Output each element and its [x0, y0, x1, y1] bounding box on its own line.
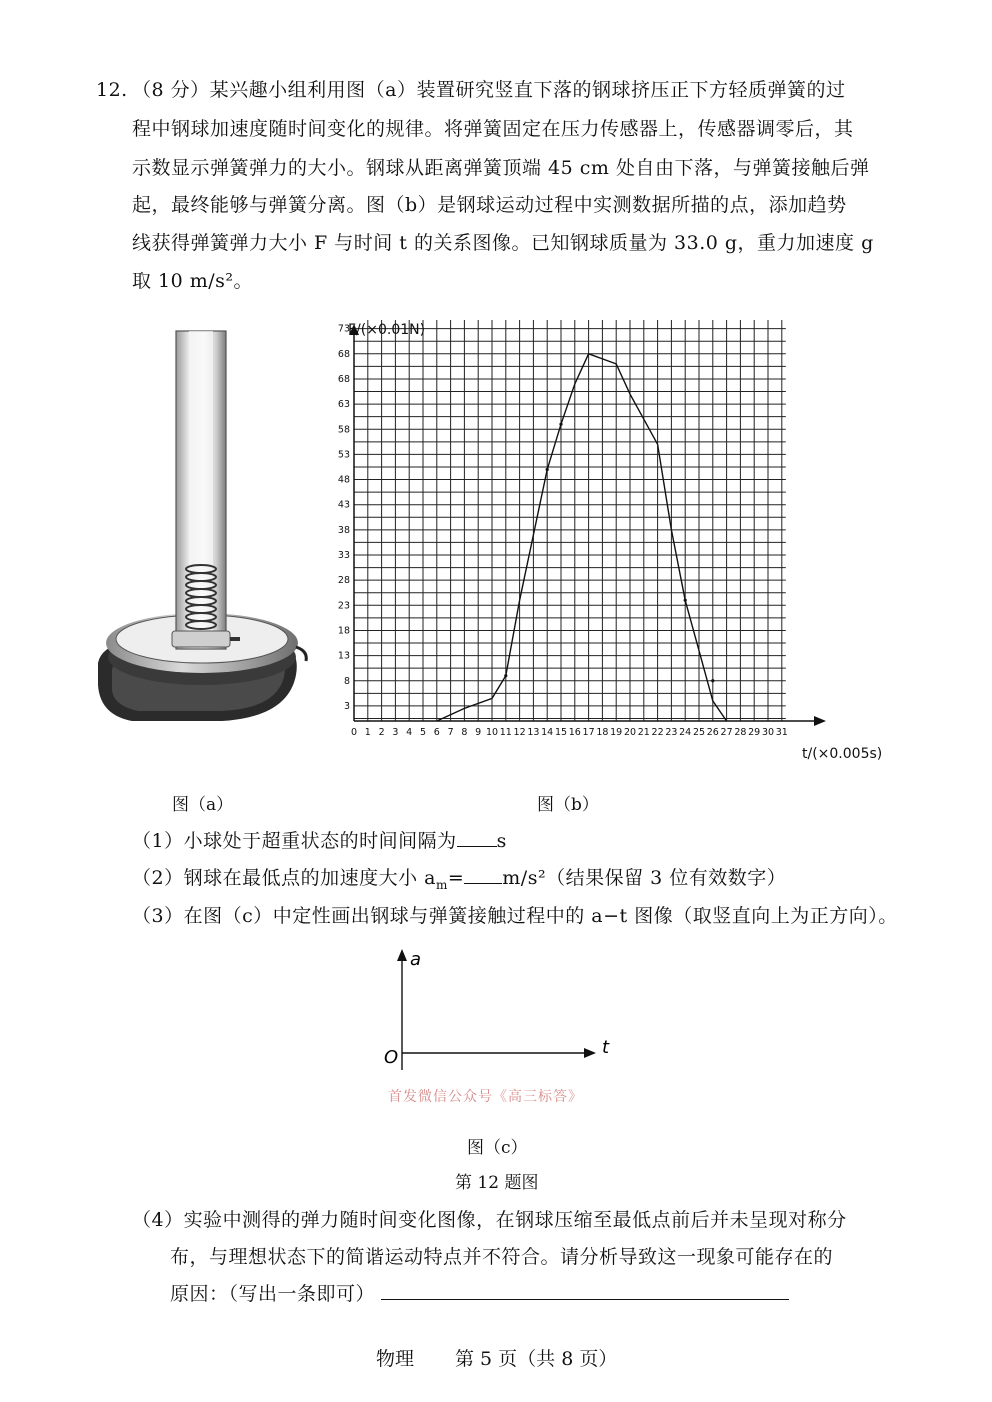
y-tick-label: 18	[337, 625, 350, 637]
answer-blank-1[interactable]	[457, 846, 497, 847]
y-tick-label: 43	[337, 499, 350, 511]
y-tick-label: 53	[337, 449, 350, 461]
x-axis-arrow-icon	[814, 716, 826, 726]
y-tick-label: 58	[337, 424, 350, 436]
graph-c-x-label: t	[602, 1037, 610, 1058]
acceleration-time-axes	[380, 945, 620, 1075]
y-tick-label: 33	[337, 550, 350, 562]
x-tick-label: 9	[475, 727, 482, 738]
question-line-2: 程中钢球加速度随时间变化的规律。将弹簧固定在压力传感器上，传感器调零后，其	[132, 118, 854, 140]
x-axis-label: t/(×0.005s)	[802, 746, 883, 760]
y-tick-label: 13	[337, 650, 350, 662]
data-point	[546, 468, 549, 471]
x-tick-label: 4	[406, 727, 413, 738]
data-point	[559, 423, 562, 426]
x-tick-label: 29	[748, 727, 761, 738]
answer-blank-2[interactable]	[464, 883, 502, 884]
x-tick-label: 24	[679, 727, 692, 738]
data-point	[684, 599, 687, 602]
sub-question-1-text: （1）小球处于超重状态的时间间隔为	[132, 830, 457, 852]
graph-c-y-label: a	[410, 949, 422, 970]
x-tick-label: 26	[706, 727, 719, 738]
x-tick-label: 2	[378, 727, 385, 738]
figure-c-caption: 图（c）	[467, 1138, 528, 1158]
x-tick-label: 18	[596, 727, 609, 738]
question-line-3: 示数显示弹簧弹力的大小。钢球从距离弹簧顶端 45 cm 处自由下落，与弹簧接触后弹	[132, 157, 870, 179]
footer-subject: 物理	[376, 1348, 415, 1370]
sub-question-3: （3）在图（c）中定性画出钢球与弹簧接触过程中的 a−t 图像（取竖直向上为正方向）。	[132, 905, 898, 927]
sub-question-2-subscript: m	[435, 877, 448, 892]
y-tick-label: 3	[343, 700, 350, 712]
y-tick-label: 68	[337, 348, 350, 360]
x-tick-label: 27	[720, 727, 733, 738]
y-tick-label: 68	[337, 373, 350, 385]
x-tick-label: 11	[499, 727, 512, 738]
graph-c-origin-label: O	[384, 1047, 399, 1068]
x-tick-label: 16	[568, 727, 581, 738]
question-line-4: 起，最终能够与弹簧分离。图（b）是钢球运动过程中实测数据所描的点，添加趋势	[132, 194, 847, 216]
y-tick-label: 28	[337, 575, 350, 587]
x-tick-label: 23	[665, 727, 678, 738]
sub-question-1	[132, 829, 507, 853]
y-axis-label: F/(×0.01N)	[348, 322, 426, 338]
question-line-5: 线获得弹簧弹力大小 F 与时间 t 的关系图像。已知钢球质量为 33.0 g，重力加速度 g	[132, 232, 874, 254]
x-tick-label: 31	[775, 727, 788, 738]
x-tick-label: 12	[513, 727, 526, 738]
data-point	[504, 674, 507, 677]
x-tick-label: 22	[651, 727, 664, 738]
x-tick-label: 0	[350, 727, 358, 738]
figure-main-caption: 第 12 题图	[455, 1173, 539, 1193]
x-tick-label: 8	[461, 727, 468, 738]
x-tick-label: 19	[610, 727, 623, 738]
x-tick-label: 28	[734, 727, 747, 738]
sub-question-4-line-3-text: 原因：（写出一条即可）	[170, 1283, 376, 1305]
y-axis-arrow-icon	[397, 949, 407, 961]
x-tick-label: 3	[392, 727, 399, 738]
x-tick-label: 20	[623, 727, 637, 738]
x-tick-label: 21	[637, 727, 650, 738]
sub-question-2	[132, 866, 786, 897]
x-tick-label: 6	[433, 727, 440, 738]
x-tick-label: 17	[582, 727, 595, 738]
y-tick-label: 63	[337, 399, 350, 411]
question-number: 12.	[96, 79, 128, 101]
watermark: 首发微信公众号《高三标答》	[388, 1089, 583, 1105]
figure-a-caption: 图（a）	[172, 795, 234, 815]
sub-question-4-line-1: （4）实验中测得的弹力随时间变化图像，在钢球压缩至最低点前后并未呈现对称分	[132, 1209, 847, 1231]
y-tick-label: 48	[337, 474, 350, 486]
footer-page: 第 5 页（共 8 页）	[455, 1348, 618, 1370]
x-tick-label: 30	[761, 727, 775, 738]
x-tick-label: 7	[447, 727, 454, 738]
figure-b-caption: 图（b）	[537, 795, 599, 815]
sub-question-2-eq: =	[447, 867, 465, 889]
force-trend-line	[437, 354, 727, 721]
x-tick-label: 5	[419, 727, 427, 738]
y-tick-label: 73	[337, 323, 350, 335]
sub-question-4-line-2: 布，与理想状态下的简谐运动特点并不符合。请分析导致这一现象可能存在的	[170, 1246, 834, 1268]
force-time-chart	[330, 320, 890, 760]
data-point	[711, 679, 714, 682]
sub-question-1-unit: s	[496, 830, 507, 852]
x-tick-label: 25	[692, 727, 706, 738]
x-axis-arrow-icon	[584, 1048, 596, 1058]
x-tick-label: 13	[527, 727, 540, 738]
y-tick-label: 38	[337, 524, 350, 536]
x-tick-label: 1	[364, 727, 371, 738]
question-line-6: 取 10 m/s²。	[132, 270, 254, 292]
sub-question-4-line-3	[170, 1282, 789, 1306]
y-tick-label: 8	[343, 675, 350, 687]
x-tick-label: 14	[541, 727, 554, 738]
x-tick-label: 15	[554, 727, 568, 738]
sub-question-2-text: （2）钢球在最低点的加速度大小 a	[132, 867, 436, 889]
sub-question-2-unit: m/s²（结果保留 3 位有效数字）	[502, 867, 787, 889]
x-tick-label: 10	[485, 727, 499, 738]
answer-blank-4[interactable]	[381, 1299, 789, 1300]
y-tick-label: 23	[337, 600, 350, 612]
apparatus-figure	[92, 325, 312, 730]
question-line-1: （8 分）某兴趣小组利用图（a）装置研究竖直下落的钢球挤压正下方轻质弹簧的过	[132, 79, 846, 101]
